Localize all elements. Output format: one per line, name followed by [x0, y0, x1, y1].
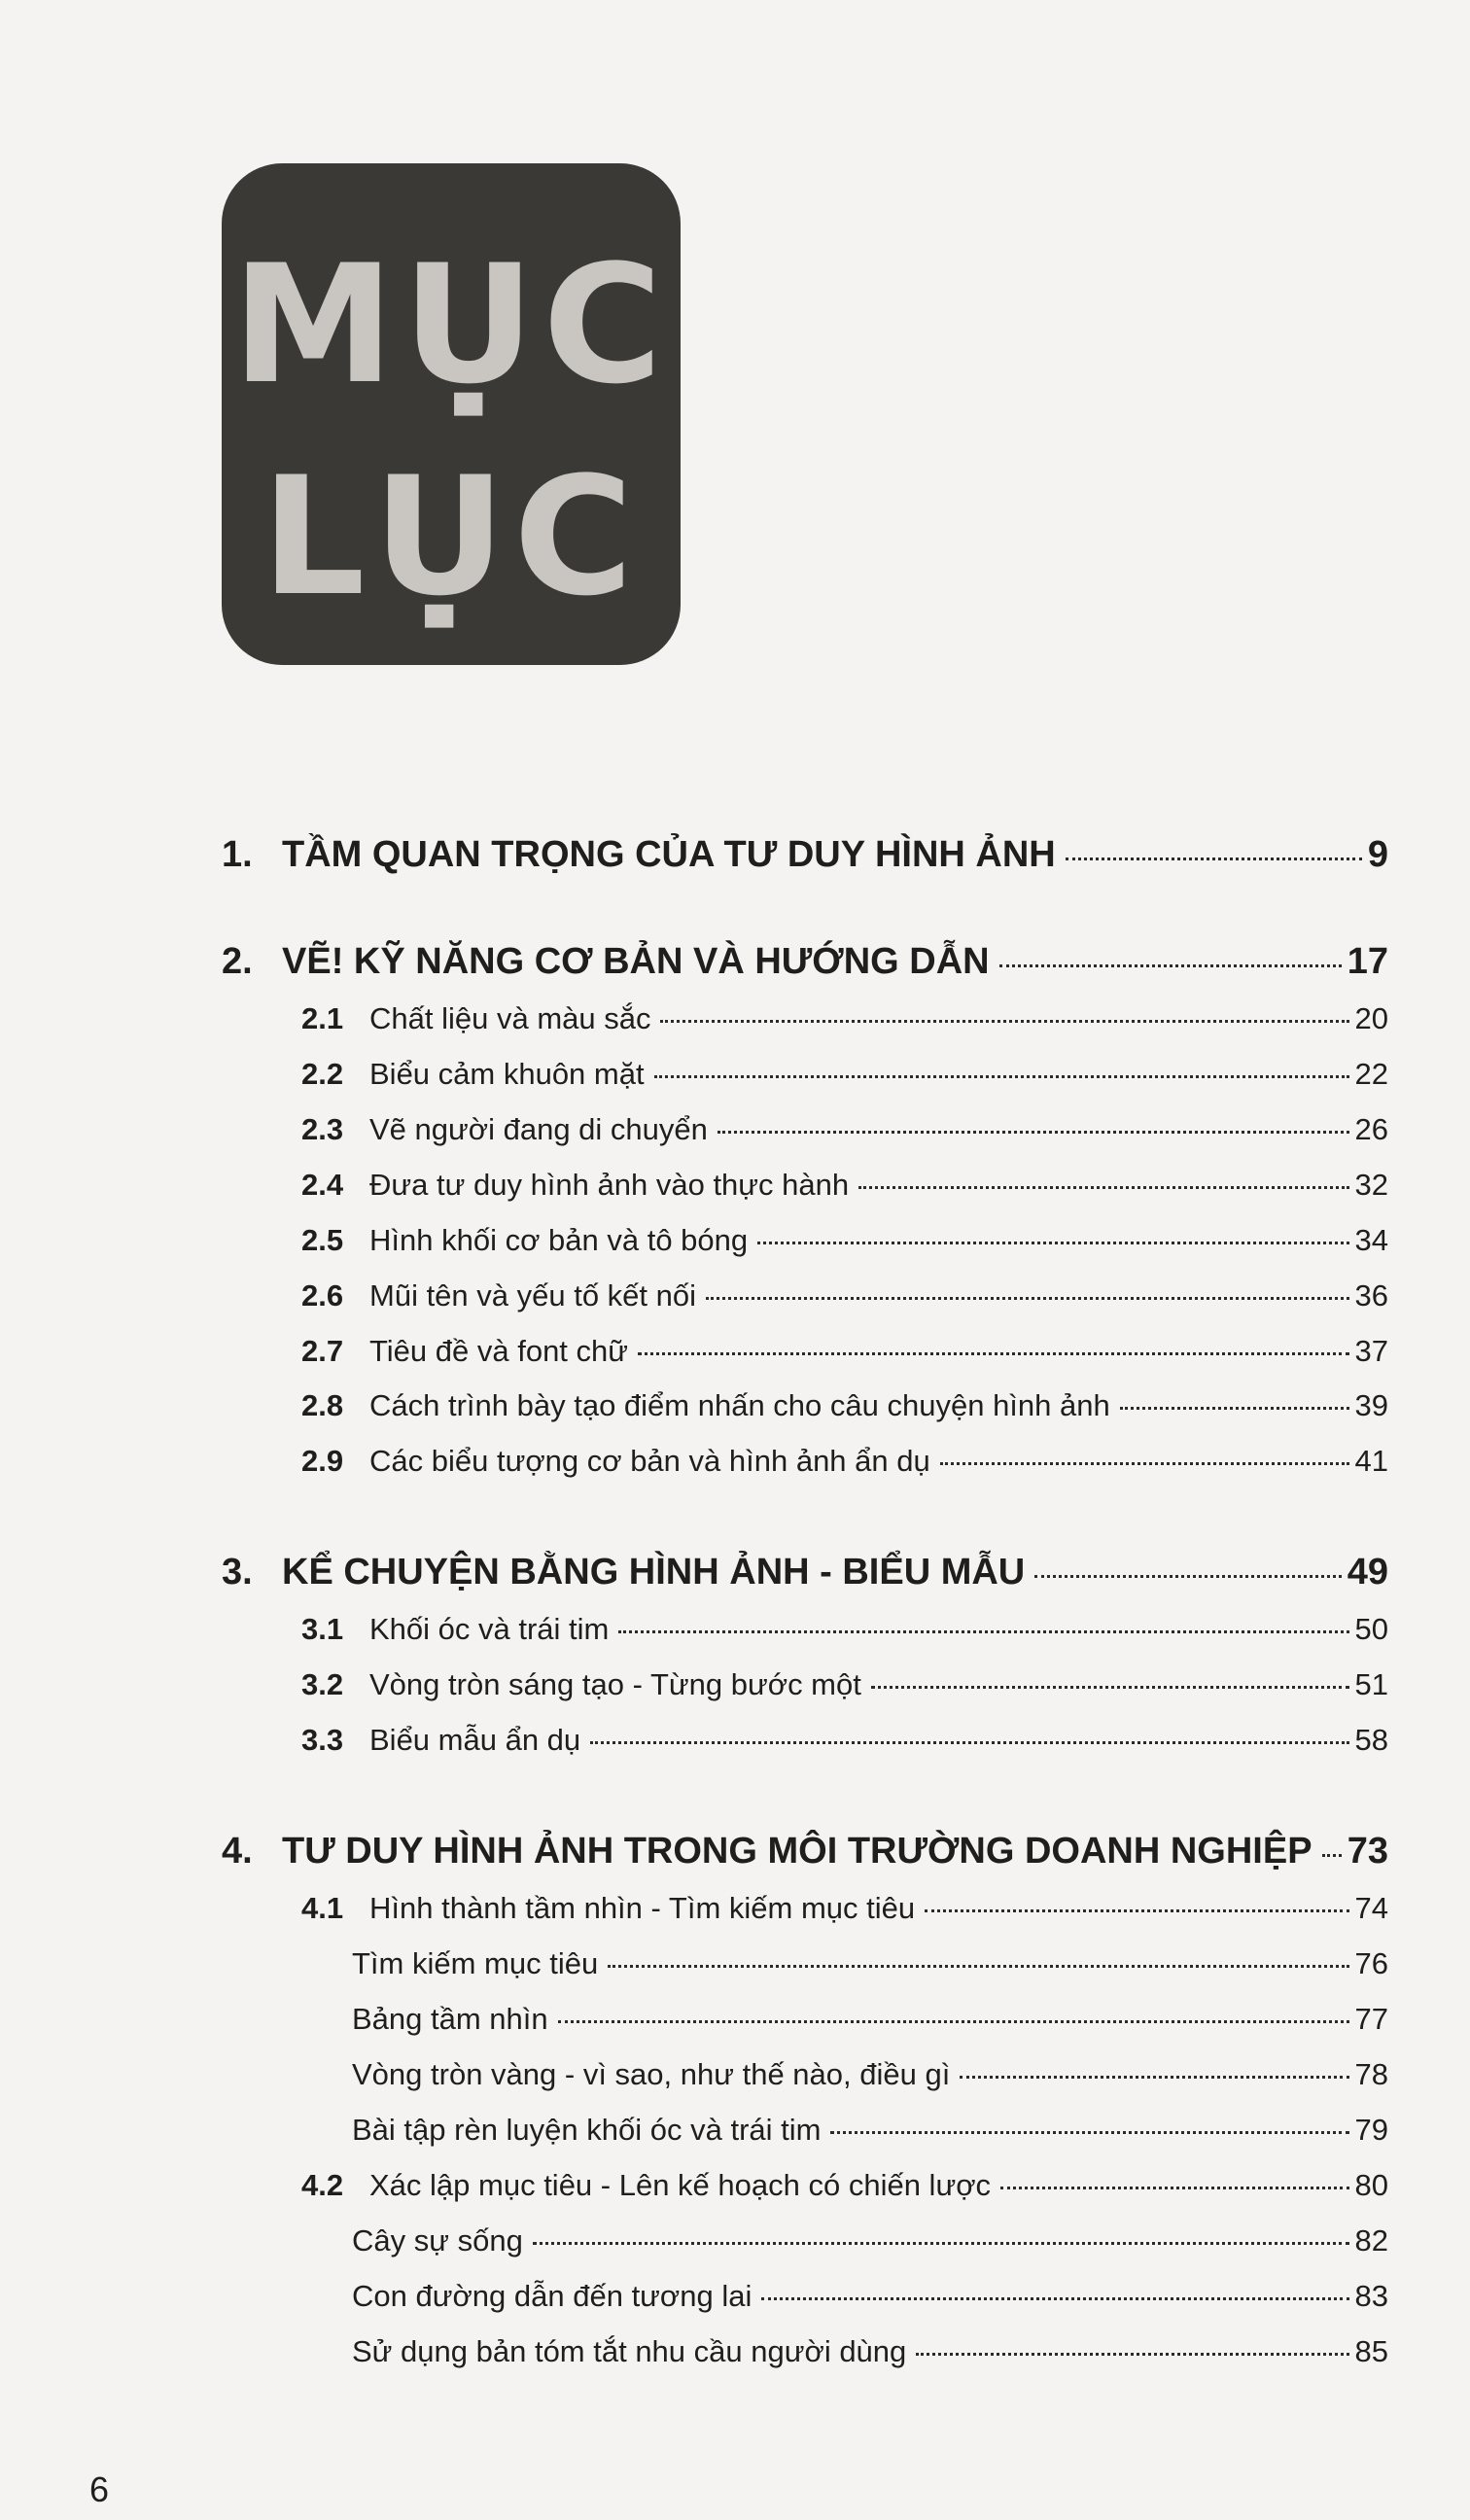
toc-entry-title: Chất liệu và màu sắc	[369, 1001, 651, 1035]
dot-leader	[999, 964, 1342, 967]
toc-entry-section	[301, 1388, 1388, 1423]
toc-entry-page: 85	[1354, 2334, 1388, 2368]
dot-leader	[757, 1242, 1348, 1244]
toc-entry-page: 9	[1367, 834, 1388, 875]
dot-leader	[858, 1186, 1348, 1189]
toc-entry-page: 34	[1354, 1223, 1388, 1257]
toc-entry-title: Bài tập rèn luyện khối óc và trái tim	[352, 2113, 822, 2147]
toc-entry-section	[301, 1891, 1388, 1926]
toc-entry-page: 78	[1354, 2057, 1388, 2091]
toc-entry-title: TƯ DUY HÌNH ẢNH TRONG MÔI TRƯỜNG DOANH NGHIỆP	[282, 1831, 1312, 1872]
toc-entry-number: 3.1	[301, 1612, 344, 1646]
toc-entry-number: 2.8	[301, 1388, 344, 1422]
toc-entry-section	[301, 1444, 1388, 1479]
toc-entry-title: Các biểu tượng cơ bản và hình ảnh ẩn dụ	[369, 1444, 930, 1478]
dot-leader	[925, 1909, 1348, 1912]
toc-entry-title: Biểu cảm khuôn mặt	[369, 1057, 645, 1091]
dot-leader	[1000, 2187, 1348, 2189]
dot-leader	[638, 1352, 1348, 1355]
toc-entry-title: Vòng tròn sáng tạo - Từng bước một	[369, 1667, 861, 1701]
toc-entry-number: 2.	[222, 941, 253, 982]
toc-entry-section	[301, 1612, 1388, 1647]
toc-entry-page: 74	[1354, 1891, 1388, 1925]
toc-entry-sub	[352, 2223, 1388, 2258]
dot-leader	[558, 2020, 1349, 2023]
toc-entry-title: Bảng tầm nhìn	[352, 2002, 548, 2036]
toc-entry-title: Khối óc và trái tim	[369, 1612, 610, 1646]
toc-entry-number: 3.2	[301, 1667, 344, 1701]
toc-entry-page: 73	[1347, 1831, 1388, 1872]
toc-entry-page: 83	[1354, 2279, 1388, 2313]
toc-entry-title: Cây sự sống	[352, 2223, 523, 2258]
toc-entry-title: VẼ! KỸ NĂNG CƠ BẢN VÀ HƯỚNG DẪN	[282, 941, 990, 982]
toc-entry-section	[301, 1168, 1388, 1203]
toc-entry-page: 50	[1354, 1612, 1388, 1646]
toc-entry-number: 2.1	[301, 1001, 344, 1035]
toc-entry-title: TẦM QUAN TRỌNG CỦA TƯ DUY HÌNH ẢNH	[282, 834, 1056, 875]
toc-entry-section	[301, 1057, 1388, 1092]
toc-entry-number: 4.	[222, 1831, 253, 1872]
dot-leader	[654, 1075, 1349, 1078]
dot-leader	[533, 2242, 1349, 2245]
toc-entry-page: 77	[1354, 2002, 1388, 2036]
dot-leader	[1322, 1854, 1342, 1857]
toc-entry-page: 20	[1354, 1001, 1388, 1035]
toc-entry-title: Vẽ người đang di chuyển	[369, 1112, 708, 1146]
dot-leader	[590, 1741, 1348, 1744]
toc-entry-section	[301, 1001, 1388, 1036]
heading-line-1: MỤC	[231, 229, 671, 420]
toc-entry-title: Hình thành tầm nhìn - Tìm kiếm mục tiêu	[369, 1891, 916, 1925]
toc-entry-title: Vòng tròn vàng - vì sao, như thế nào, điều gì	[352, 2057, 951, 2091]
toc-entry-section	[301, 1112, 1388, 1147]
toc-entry-chapter	[222, 941, 1388, 983]
toc-entry-sub	[352, 1946, 1388, 1981]
toc-entry-chapter	[222, 1552, 1388, 1593]
toc-entry-number: 2.2	[301, 1057, 344, 1091]
page-number: 6	[89, 2469, 110, 2509]
toc-entry-title: Tiêu đề và font chữ	[369, 1334, 629, 1368]
toc-entry-page: 22	[1354, 1057, 1388, 1091]
dot-leader	[718, 1131, 1349, 1134]
toc-entry-sub	[352, 2113, 1388, 2148]
dot-leader	[1066, 858, 1362, 860]
dot-leader	[1034, 1575, 1341, 1578]
dot-leader	[830, 2131, 1348, 2134]
dot-leader	[940, 1462, 1349, 1465]
dot-leader	[706, 1297, 1348, 1300]
toc-entry-page: 79	[1354, 2113, 1388, 2147]
toc-entry-number: 2.3	[301, 1112, 344, 1146]
toc-entry-sub	[352, 2057, 1388, 2092]
heading-line-2: LỤC	[261, 441, 642, 632]
toc-entry-number: 2.9	[301, 1444, 344, 1478]
toc-entry-page: 41	[1354, 1444, 1388, 1478]
dot-leader	[871, 1686, 1349, 1689]
toc-entry-title: Xác lập mục tiêu - Lên kế hoạch có chiến lược	[369, 2168, 992, 2202]
toc-entry-page: 39	[1354, 1388, 1388, 1422]
dot-leader	[761, 2297, 1348, 2300]
toc-entry-title: Hình khối cơ bản và tô bóng	[369, 1223, 749, 1257]
toc-entry-number: 2.7	[301, 1334, 344, 1368]
toc-entry-title: Sử dụng bản tóm tắt nhu cầu người dùng	[352, 2334, 907, 2368]
toc-entry-title: Biểu mẫu ẩn dụ	[369, 1723, 581, 1757]
toc-entry-page: 37	[1354, 1334, 1388, 1368]
toc-entry-number: 2.4	[301, 1168, 344, 1202]
toc-entry-title: Mũi tên và yếu tố kết nối	[369, 1278, 697, 1312]
toc-entry-number: 1.	[222, 834, 253, 875]
toc-entry-section	[301, 1723, 1388, 1758]
toc-entry-page: 49	[1347, 1552, 1388, 1592]
toc-entry-section	[301, 1223, 1388, 1258]
toc-entry-section	[301, 1667, 1388, 1702]
toc-entry-page: 32	[1354, 1168, 1388, 1202]
toc-entry-chapter	[222, 834, 1388, 876]
toc-entry-chapter	[222, 1831, 1388, 1872]
toc-entry-number: 4.1	[301, 1891, 344, 1925]
toc-entry-sub	[352, 2334, 1388, 2369]
toc-entry-page: 80	[1354, 2168, 1388, 2202]
toc-entry-number: 3.3	[301, 1723, 344, 1757]
dot-leader	[618, 1630, 1348, 1633]
toc-entry-number: 2.5	[301, 1223, 344, 1257]
toc-entry-section	[301, 2168, 1388, 2203]
toc-entry-page: 36	[1354, 1278, 1388, 1312]
toc-entry-page: 82	[1354, 2223, 1388, 2258]
toc-entry-number: 4.2	[301, 2168, 344, 2202]
toc-entry-section	[301, 1334, 1388, 1369]
toc-entry-page: 51	[1354, 1667, 1388, 1701]
toc-entry-page: 58	[1354, 1723, 1388, 1757]
dot-leader	[960, 2076, 1348, 2079]
dot-leader	[608, 1965, 1348, 1968]
toc-entry-sub	[352, 2279, 1388, 2314]
dot-leader	[916, 2353, 1348, 2356]
toc-entry-number: 3.	[222, 1552, 253, 1592]
toc-entry-section	[301, 1278, 1388, 1313]
toc-entry-page: 17	[1347, 941, 1388, 982]
toc-entry-number: 2.6	[301, 1278, 344, 1312]
toc-entry-title: Con đường dẫn đến tương lai	[352, 2279, 752, 2313]
toc-entry-title: KỂ CHUYỆN BẰNG HÌNH ẢNH - BIỂU MẪU	[282, 1552, 1026, 1592]
dot-leader	[660, 1020, 1348, 1023]
toc-entry-title: Đưa tư duy hình ảnh vào thực hành	[369, 1168, 850, 1202]
dot-leader	[1120, 1407, 1349, 1410]
toc-entry-page: 26	[1354, 1112, 1388, 1146]
toc-entry-sub	[352, 2002, 1388, 2037]
toc-entry-page: 76	[1354, 1946, 1388, 1980]
toc-entry-title: Tìm kiếm mục tiêu	[352, 1946, 599, 1980]
toc-entry-title: Cách trình bày tạo điểm nhấn cho câu chuyện hình ảnh	[369, 1388, 1110, 1422]
